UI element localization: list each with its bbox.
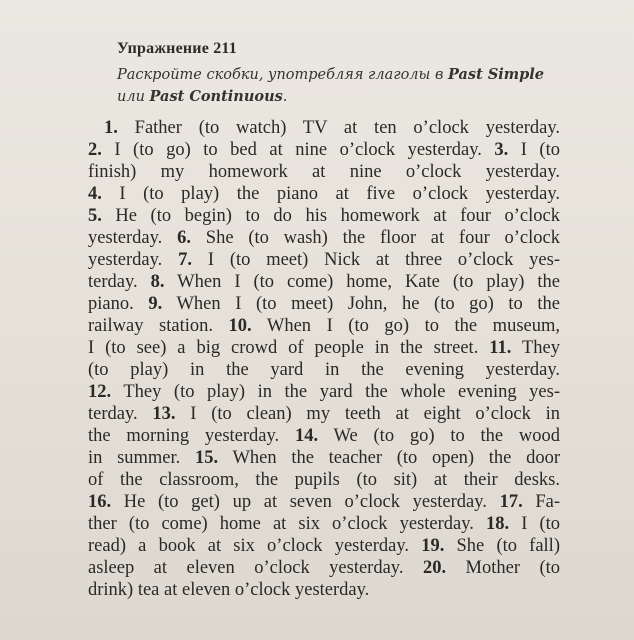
item-number: 6. <box>177 228 191 248</box>
instruction-tense-2: Past Continuous <box>149 88 283 105</box>
item-number: 18. <box>486 514 510 534</box>
item-number: 3. <box>494 140 509 160</box>
item-number: 7. <box>178 250 193 270</box>
item-number: 20. <box>422 558 447 578</box>
exercise-line: 16. He (to get) up at seven o’clock yesterday. 17. Fa- <box>88 492 560 512</box>
exercise-line: yesterday. 7. I (to meet) Nick at three o’clock yes- <box>88 250 561 270</box>
exercise-line: drink) tea at eleven o’clock yesterday. <box>88 580 370 600</box>
exercise-line: 2. I (to go) to bed at nine o’clock yesterday. 3. I (to <box>88 140 560 160</box>
item-number: 10. <box>228 316 252 336</box>
item-number: 5. <box>88 206 102 226</box>
exercise-line: terday. 8. When I (to come) home, Kate (to play) the <box>88 272 560 292</box>
instruction-text-1: Раскройте скобки, употребляя глаголы в <box>117 67 448 83</box>
exercise-line: the morning yesterday. 14. We (to go) to the wood <box>88 426 560 446</box>
exercise-title: Упражнение 211 <box>117 40 237 57</box>
exercise-line: finish) my homework at nine o’clock yesterday. <box>88 162 560 182</box>
exercise-line: in summer. 15. When the teacher (to open) the door <box>88 448 560 468</box>
exercise-line: yesterday. 6. She (to wash) the floor at four o’clock <box>88 228 560 248</box>
item-number: 13. <box>152 404 176 424</box>
item-number: 14. <box>294 426 319 446</box>
item-number: 2. <box>88 140 102 160</box>
exercise-line: 12. They (to play) in the yard the whole evening yes- <box>88 382 560 402</box>
exercise-line: railway station. 10. When I (to go) to the museum, <box>88 316 560 336</box>
exercise-line: I (to see) a big crowd of people in the street. 11. They <box>88 338 560 358</box>
item-number: 11. <box>489 338 512 358</box>
item-number: 19. <box>421 536 445 556</box>
instruction-tense-1: Past Simple <box>448 66 545 83</box>
item-number: 12. <box>88 382 112 402</box>
item-number: 8. <box>150 272 165 292</box>
item-number: 15. <box>194 448 219 468</box>
exercise-line: 1. Father (to watch) TV at ten o’clock yesterday. <box>104 118 560 138</box>
item-number: 16. <box>88 492 112 512</box>
exercise-line: terday. 13. I (to clean) my teeth at eight o’clock in <box>88 404 560 424</box>
item-number: 17. <box>499 492 523 512</box>
item-number: 1. <box>104 118 118 138</box>
item-number: 9. <box>148 294 163 314</box>
instruction-text-2: или <box>117 89 150 105</box>
instruction-text-end: . <box>282 89 288 105</box>
exercise-line: asleep at eleven o’clock yesterday. 20. Mother (to <box>88 558 560 578</box>
exercise-instruction <box>117 64 557 108</box>
exercise-line: (to play) in the yard in the evening yesterday. <box>88 360 560 380</box>
exercise-line: ther (to come) home at six o’clock yesterday. 18. I (to <box>88 514 560 534</box>
item-number: 4. <box>88 184 102 204</box>
exercise-line: of the classroom, the pupils (to sit) at their desks. <box>88 470 560 490</box>
exercise-line: 5. He (to begin) to do his homework at four o’clock <box>88 206 560 226</box>
exercise-line: 4. I (to play) the piano at five o’clock yesterday. <box>88 184 560 204</box>
exercise-line: piano. 9. When I (to meet) John, he (to go) to the <box>88 294 560 314</box>
exercise-line: read) a book at six o’clock yesterday. 19. She (to fall) <box>88 536 560 556</box>
